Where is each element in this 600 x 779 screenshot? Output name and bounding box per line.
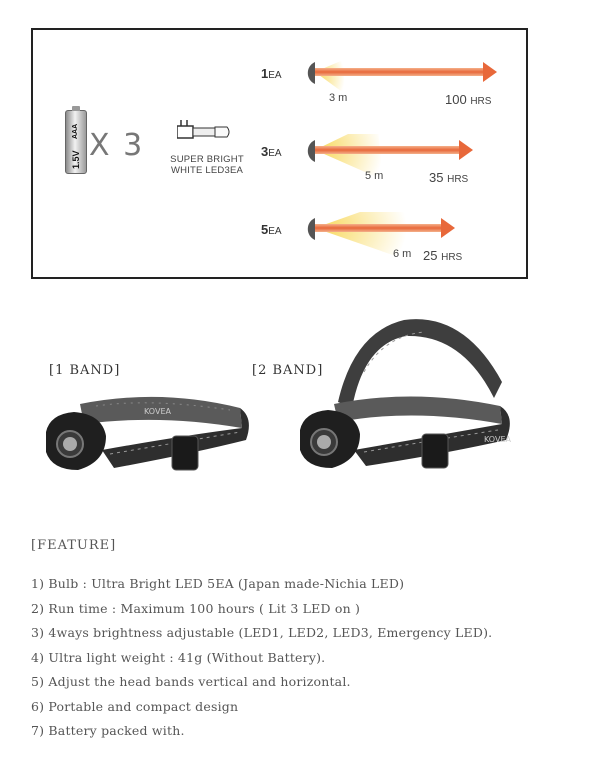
hours-5: 25 HRS [423, 248, 463, 263]
led-label-line2: WHITE LED3EA [170, 165, 244, 176]
hours-3: 35 HRS [429, 170, 469, 185]
feature-item: 2) Run time : Maximum 100 hours ( Lit 3 LED on ) [31, 600, 361, 616]
led-label-line1: SUPER BRIGHT [170, 154, 244, 165]
battery-type: AAA [72, 123, 79, 139]
feature-title: [FEATURE] [31, 538, 117, 553]
led-count-1: 1EA [261, 66, 282, 81]
hours-1: 100 HRS [445, 92, 492, 107]
band-brand-1: KOVEA [144, 407, 171, 416]
one-band-label: [1 BAND] [49, 363, 121, 378]
feature-item: 4) Ultra light weight : 41g (Without Battery). [31, 649, 326, 665]
distance-5: 6 m [393, 248, 412, 260]
feature-list [31, 576, 492, 748]
battery-multiplier: X 3 [89, 128, 145, 163]
distance-1: 3 m [329, 92, 348, 104]
feature-item: 3) 4ways brightness adjustable (LED1, LED2, LED3, Emergency LED). [31, 625, 493, 640]
feature-item: 5) Adjust the head bands vertical and horizontal. [31, 674, 351, 689]
led-count-3: 3EA [261, 144, 282, 159]
two-band-label: [2 BAND] [252, 363, 324, 378]
feature-item: 1) Bulb : Ultra Bright LED 5EA (Japan made-Nichia LED) [31, 576, 405, 591]
feature-item: 6) Portable and compact design [31, 698, 239, 714]
headlamp-1-band-image [40, 392, 270, 482]
feature-item: 7) Battery packed with. [31, 723, 185, 738]
runtime-diagram [31, 28, 528, 279]
runtime-row-3ea [33, 134, 530, 185]
battery-voltage: 1.5V [71, 150, 81, 169]
runtime-row-1ea [33, 56, 530, 107]
band-brand-2: KOVEA [484, 435, 511, 444]
distance-3: 5 m [365, 170, 384, 182]
led-count-5: 5EA [261, 222, 282, 237]
headlamp-2-band-image [294, 312, 526, 482]
runtime-row-5ea [33, 212, 530, 263]
